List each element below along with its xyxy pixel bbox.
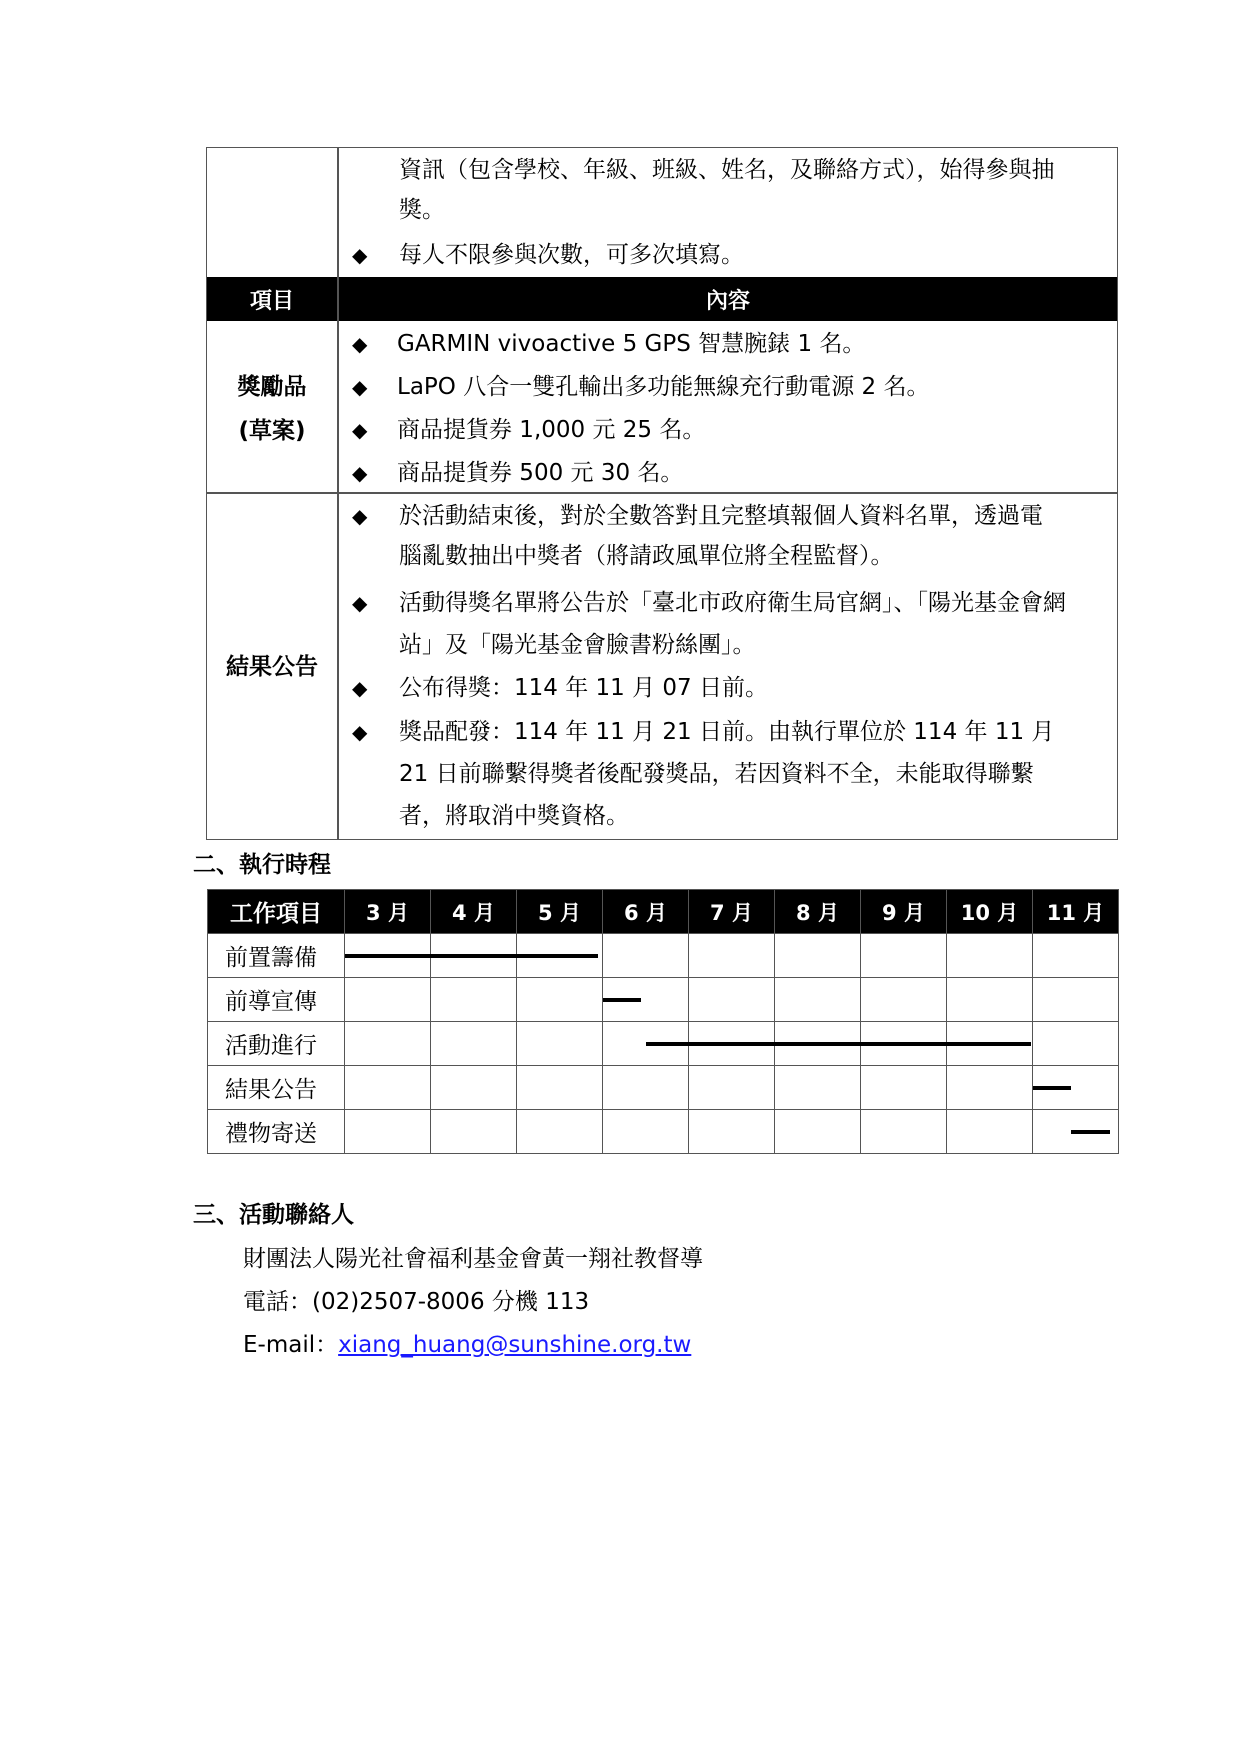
diamond-bullet-icon: ◆ xyxy=(352,375,368,399)
task-name: 結果公告 xyxy=(208,1066,345,1110)
gantt-bar xyxy=(646,1042,1031,1046)
prize-item: GARMIN vivoactive 5 GPS 智慧腕錶 1 名。 xyxy=(397,331,866,357)
schedule-table xyxy=(207,889,1119,1154)
schedule-col-header: 工作項目 xyxy=(208,890,345,934)
gantt-bar xyxy=(1071,1130,1110,1134)
diamond-bullet-icon: ◆ xyxy=(352,504,368,528)
task-name: 前導宣傳 xyxy=(208,978,345,1022)
prize-item: 商品提貨券 500 元 30 名。 xyxy=(397,460,684,486)
month-header: 11 月 xyxy=(1033,890,1119,934)
result-line: 活動得獎名單將公告於「臺北市政府衛生局官網」、「陽光基金會網 xyxy=(399,590,1066,616)
result-label: 結果公告 xyxy=(226,654,318,680)
cont-line-2: 獎。 xyxy=(399,197,445,223)
prize-item: LaPO 八合一雙孔輸出多功能無線充行動電源 2 名。 xyxy=(397,374,930,400)
month-header: 9 月 xyxy=(861,890,947,934)
diamond-bullet-icon: ◆ xyxy=(352,676,368,700)
result-line: 21 日前聯繫得獎者後配發獎品，若因資料不全，未能取得聯繫 xyxy=(399,761,1034,787)
row-separator xyxy=(206,492,1118,494)
month-header: 7 月 xyxy=(689,890,775,934)
email-label: E-mail： xyxy=(243,1332,339,1358)
contact-phone: 電話：(02)2507-8006 分機 113 xyxy=(243,1289,590,1315)
table-row xyxy=(208,1110,1119,1154)
cont-bullet: 每人不限參與次數，可多次填寫。 xyxy=(399,242,744,268)
header-content: 內容 xyxy=(339,277,1117,321)
diamond-bullet-icon: ◆ xyxy=(352,332,368,356)
schedule-heading: 二、執行時程 xyxy=(193,852,331,878)
cont-line-1: 資訊（包含學校、年級、班級、姓名，及聯絡方式），始得參與抽 xyxy=(399,157,1055,183)
result-line: 站」及「陽光基金會臉書粉絲團」。 xyxy=(399,632,756,658)
month-header: 4 月 xyxy=(431,890,517,934)
table-row xyxy=(208,1066,1119,1110)
diamond-bullet-icon: ◆ xyxy=(352,591,368,615)
result-line: 獎品配發：114 年 11 月 21 日前。由執行單位於 114 年 11 月 xyxy=(399,719,1055,745)
result-line: 於活動結束後，對於全數答對且完整填報個人資料名單，透過電 xyxy=(399,503,1043,529)
diamond-bullet-icon: ◆ xyxy=(352,418,368,442)
prize-label-line1: 獎勵品 xyxy=(237,374,307,400)
result-line: 者，將取消中獎資格。 xyxy=(399,803,629,829)
email-link[interactable]: xiang_huang@sunshine.org.tw xyxy=(338,1332,692,1358)
contact-email-line xyxy=(243,1330,691,1360)
gantt-bar xyxy=(1033,1086,1072,1090)
prize-label-line2: (草案) xyxy=(238,418,306,444)
prize-item: 商品提貨券 1,000 元 25 名。 xyxy=(397,417,706,443)
diamond-bullet-icon: ◆ xyxy=(352,461,368,485)
contact-name: 財團法人陽光社會福利基金會黃一翔社教督導 xyxy=(243,1246,703,1272)
month-header: 3 月 xyxy=(345,890,431,934)
prize-label xyxy=(207,365,337,453)
month-header: 10 月 xyxy=(947,890,1033,934)
contact-heading: 三、活動聯絡人 xyxy=(193,1202,354,1228)
month-header: 5 月 xyxy=(517,890,603,934)
gantt-bar xyxy=(603,998,642,1002)
task-name: 前置籌備 xyxy=(208,934,345,978)
result-line: 公布得獎：114 年 11 月 07 日前。 xyxy=(399,675,768,701)
diamond-bullet-icon: ◆ xyxy=(352,720,368,744)
header-item: 項目 xyxy=(207,277,337,321)
gantt-bar xyxy=(345,954,599,958)
task-name: 禮物寄送 xyxy=(208,1110,345,1154)
result-line: 腦亂數抽出中獎者（將請政風單位將全程監督）。 xyxy=(399,543,894,569)
table-divider xyxy=(337,147,339,840)
schedule-header-row xyxy=(208,890,1119,934)
month-header: 6 月 xyxy=(603,890,689,934)
table-row xyxy=(208,978,1119,1022)
diamond-bullet-icon: ◆ xyxy=(352,243,368,267)
month-header: 8 月 xyxy=(775,890,861,934)
task-name: 活動進行 xyxy=(208,1022,345,1066)
